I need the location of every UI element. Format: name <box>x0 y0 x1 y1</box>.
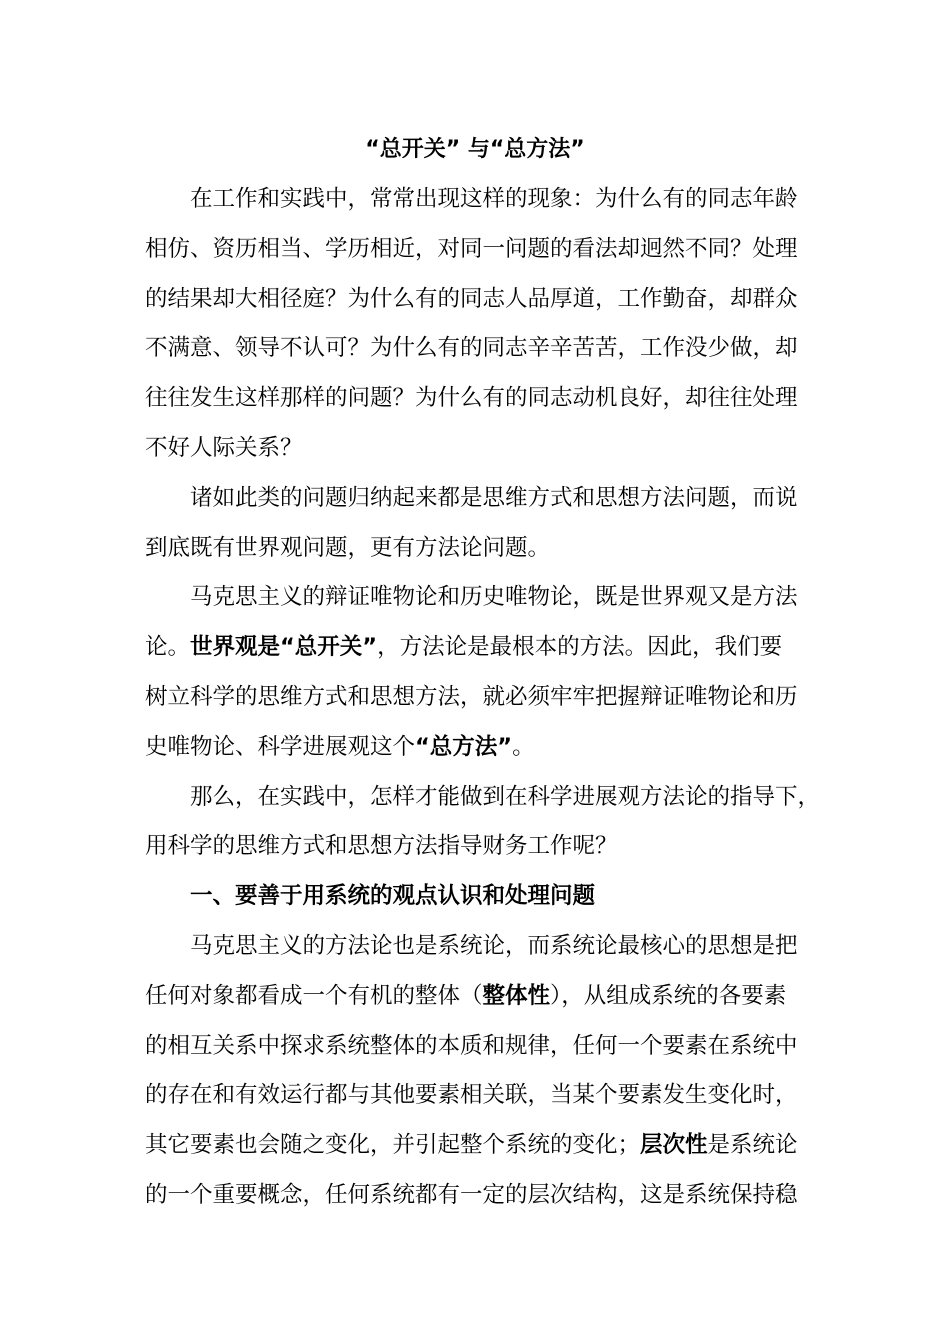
paragraph-3-line-3: 树立科学的思维方式和思想方法，就必须牢牢把握辩证唯物论和历 <box>145 684 798 710</box>
bold-phrase-general-method: “总方法” <box>415 734 513 760</box>
paragraph-1-line-6: 不好人际关系？ <box>145 435 303 461</box>
text-run: 其它要素也会随之变化，并引起整个系统的变化； <box>145 1132 641 1158</box>
paragraph-5-line-5 <box>145 1128 798 1162</box>
bold-term-hierarchy: 层次性 <box>640 1132 708 1158</box>
paragraph-1-line-5: 往往发生这样那样的问题？为什么有的同志动机良好，却往往处理 <box>145 385 798 411</box>
paragraph-4-line-1: 那么，在实践中，怎样才能做到在科学进展观方法论的指导下， <box>190 784 821 810</box>
paragraph-5-line-4: 的存在和有效运行都与其他要素相关联，当某个要素发生变化时， <box>145 1082 798 1108</box>
text-run: ），从组成系统的各要素 <box>550 983 787 1009</box>
text-run: 史唯物论、科学进展观这个 <box>145 734 416 760</box>
paragraph-1-line-3: 的结果却大相径庭？为什么有的同志人品厚道，工作勤奋，却群众 <box>145 286 798 312</box>
text-run: 是系统论 <box>707 1132 798 1158</box>
paragraph-3-line-2 <box>145 630 782 664</box>
text-run: ，方法论是最根本的方法。因此，我们要 <box>377 634 783 660</box>
paragraph-3-line-1: 马克思主义的辩证唯物论和历史唯物论，既是世界观又是方法 <box>190 584 798 610</box>
paragraph-5-line-1: 马克思主义的方法论也是系统论，而系统论最核心的思想是把 <box>190 933 798 959</box>
text-run: 论。 <box>145 634 191 660</box>
paragraph-5-line-3: 的相互关系中探求系统整体的本质和规律，任何一个要素在系统中 <box>145 1033 798 1059</box>
paragraph-5-line-2 <box>145 979 786 1013</box>
paragraph-1-line-4: 不满意、领导不认可？为什么有的同志辛辛苦苦，工作没少做，却 <box>145 335 798 361</box>
bold-phrase-general-switch: 世界观是“总开关” <box>190 634 378 660</box>
text-run: 任何对象都看成一个有机的整体（ <box>145 983 483 1009</box>
paragraph-1-line-1: 在工作和实践中，常常出现这样的现象：为什么有的同志年龄 <box>190 186 798 212</box>
paragraph-2-line-2: 到底既有世界观问题，更有方法论问题。 <box>145 535 551 561</box>
paragraph-2-line-1: 诸如此类的问题归纳起来都是思维方式和思想方法问题，而说 <box>190 485 798 511</box>
bold-term-integrity: 整体性 <box>482 983 551 1009</box>
document-title: “总开关” 与“总方法” <box>365 137 585 162</box>
paragraph-5-line-6: 的一个重要概念，任何系统都有一定的层次结构，这是系统保持稳 <box>145 1182 798 1208</box>
paragraph-1-line-2: 相仿、资历相当、学历相近，对同一问题的看法却迥然不同？处理 <box>145 236 798 262</box>
text-run: 。 <box>512 734 535 760</box>
paragraph-4-line-2: 用科学的思维方式和思想方法指导财务工作呢？ <box>145 833 618 859</box>
paragraph-3-line-4 <box>145 730 535 764</box>
section-heading-1: 一、要善于用系统的观点认识和处理问题 <box>190 883 596 909</box>
